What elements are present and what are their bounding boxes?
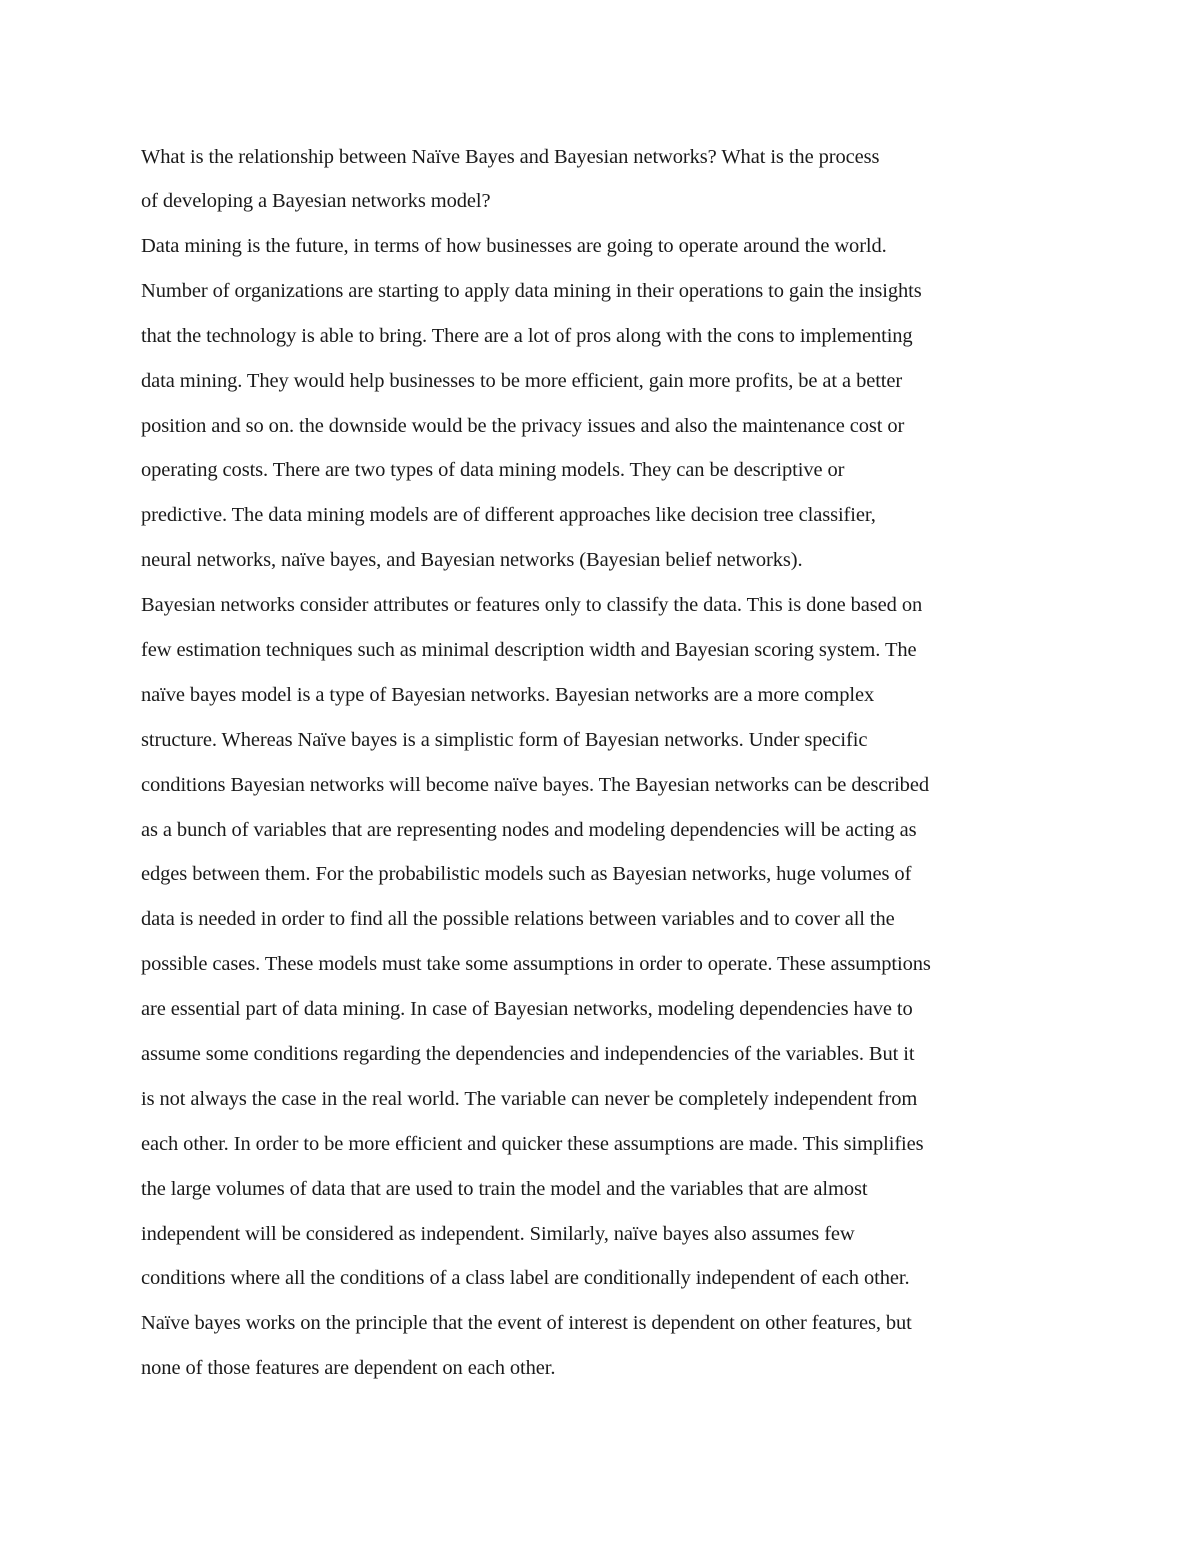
paragraph-line: none of those features are dependent on each other. (141, 1357, 556, 1380)
paragraph-line: possible cases. These models must take some assumptions in order to operate. These assumptions (141, 953, 931, 976)
paragraph-line: as a bunch of variables that are representing nodes and modeling dependencies will be acting as (141, 818, 917, 841)
paragraph-line: predictive. The data mining models are of different approaches like decision tree classifier, (141, 504, 876, 527)
paragraph-intro (141, 224, 1071, 583)
paragraph-line: Naïve bayes works on the principle that the event of interest is dependent on other features, but (141, 1312, 912, 1335)
paragraph-line: structure. Whereas Naïve bayes is a simplistic form of Bayesian networks. Under specific (141, 728, 868, 751)
question-heading (141, 136, 1071, 224)
paragraph-line: conditions Bayesian networks will become naïve bayes. The Bayesian networks can be described (141, 773, 929, 796)
paragraph-line: each other. In order to be more efficient and quicker these assumptions are made. This simplifies (141, 1132, 924, 1155)
paragraph-line: operating costs. There are two types of data mining models. They can be descriptive or (141, 459, 845, 482)
paragraph-line: Data mining is the future, in terms of how businesses are going to operate around the world. (141, 235, 887, 257)
question-line: What is the relationship between Naïve Bayes and Bayesian networks? What is the process (141, 146, 880, 168)
paragraph-line: few estimation techniques such as minimal description width and Bayesian scoring system. The (141, 639, 917, 662)
paragraph-line: that the technology is able to bring. There are a lot of pros along with the cons to implementing (141, 324, 913, 347)
paragraph-line: naïve bayes model is a type of Bayesian networks. Bayesian networks are a more complex (141, 683, 875, 706)
paragraph-line: assume some conditions regarding the dependencies and independencies of the variables. But it (141, 1043, 915, 1066)
paragraph-line: neural networks, naïve bayes, and Bayesian networks (Bayesian belief networks). (141, 549, 803, 572)
paragraph-bayesian (141, 583, 1071, 1391)
paragraph-line: conditions where all the conditions of a class label are conditionally independent of each other. (141, 1267, 910, 1290)
paragraph-line: the large volumes of data that are used to train the model and the variables that are almost (141, 1177, 868, 1200)
paragraph-line: Bayesian networks consider attributes or features only to classify the data. This is done based on (141, 594, 923, 617)
paragraph-line: edges between them. For the probabilistic models such as Bayesian networks, huge volumes of (141, 863, 912, 886)
paragraph-line: position and so on. the downside would be the privacy issues and also the maintenance cost or (141, 414, 905, 437)
paragraph-line: data is needed in order to find all the possible relations between variables and to cover all the (141, 908, 895, 931)
paragraph-line: data mining. They would help businesses to be more efficient, gain more profits, be at a better (141, 369, 903, 392)
paragraph-line: independent will be considered as independent. Similarly, naïve bayes also assumes few (141, 1222, 855, 1245)
paragraph-line: Number of organizations are starting to apply data mining in their operations to gain the insights (141, 279, 922, 302)
document-body (141, 136, 1071, 1391)
paragraph-line: is not always the case in the real world. The variable can never be completely independent from (141, 1087, 918, 1110)
question-line: of developing a Bayesian networks model? (141, 190, 491, 212)
paragraph-line: are essential part of data mining. In case of Bayesian networks, modeling dependencies have to (141, 998, 913, 1021)
